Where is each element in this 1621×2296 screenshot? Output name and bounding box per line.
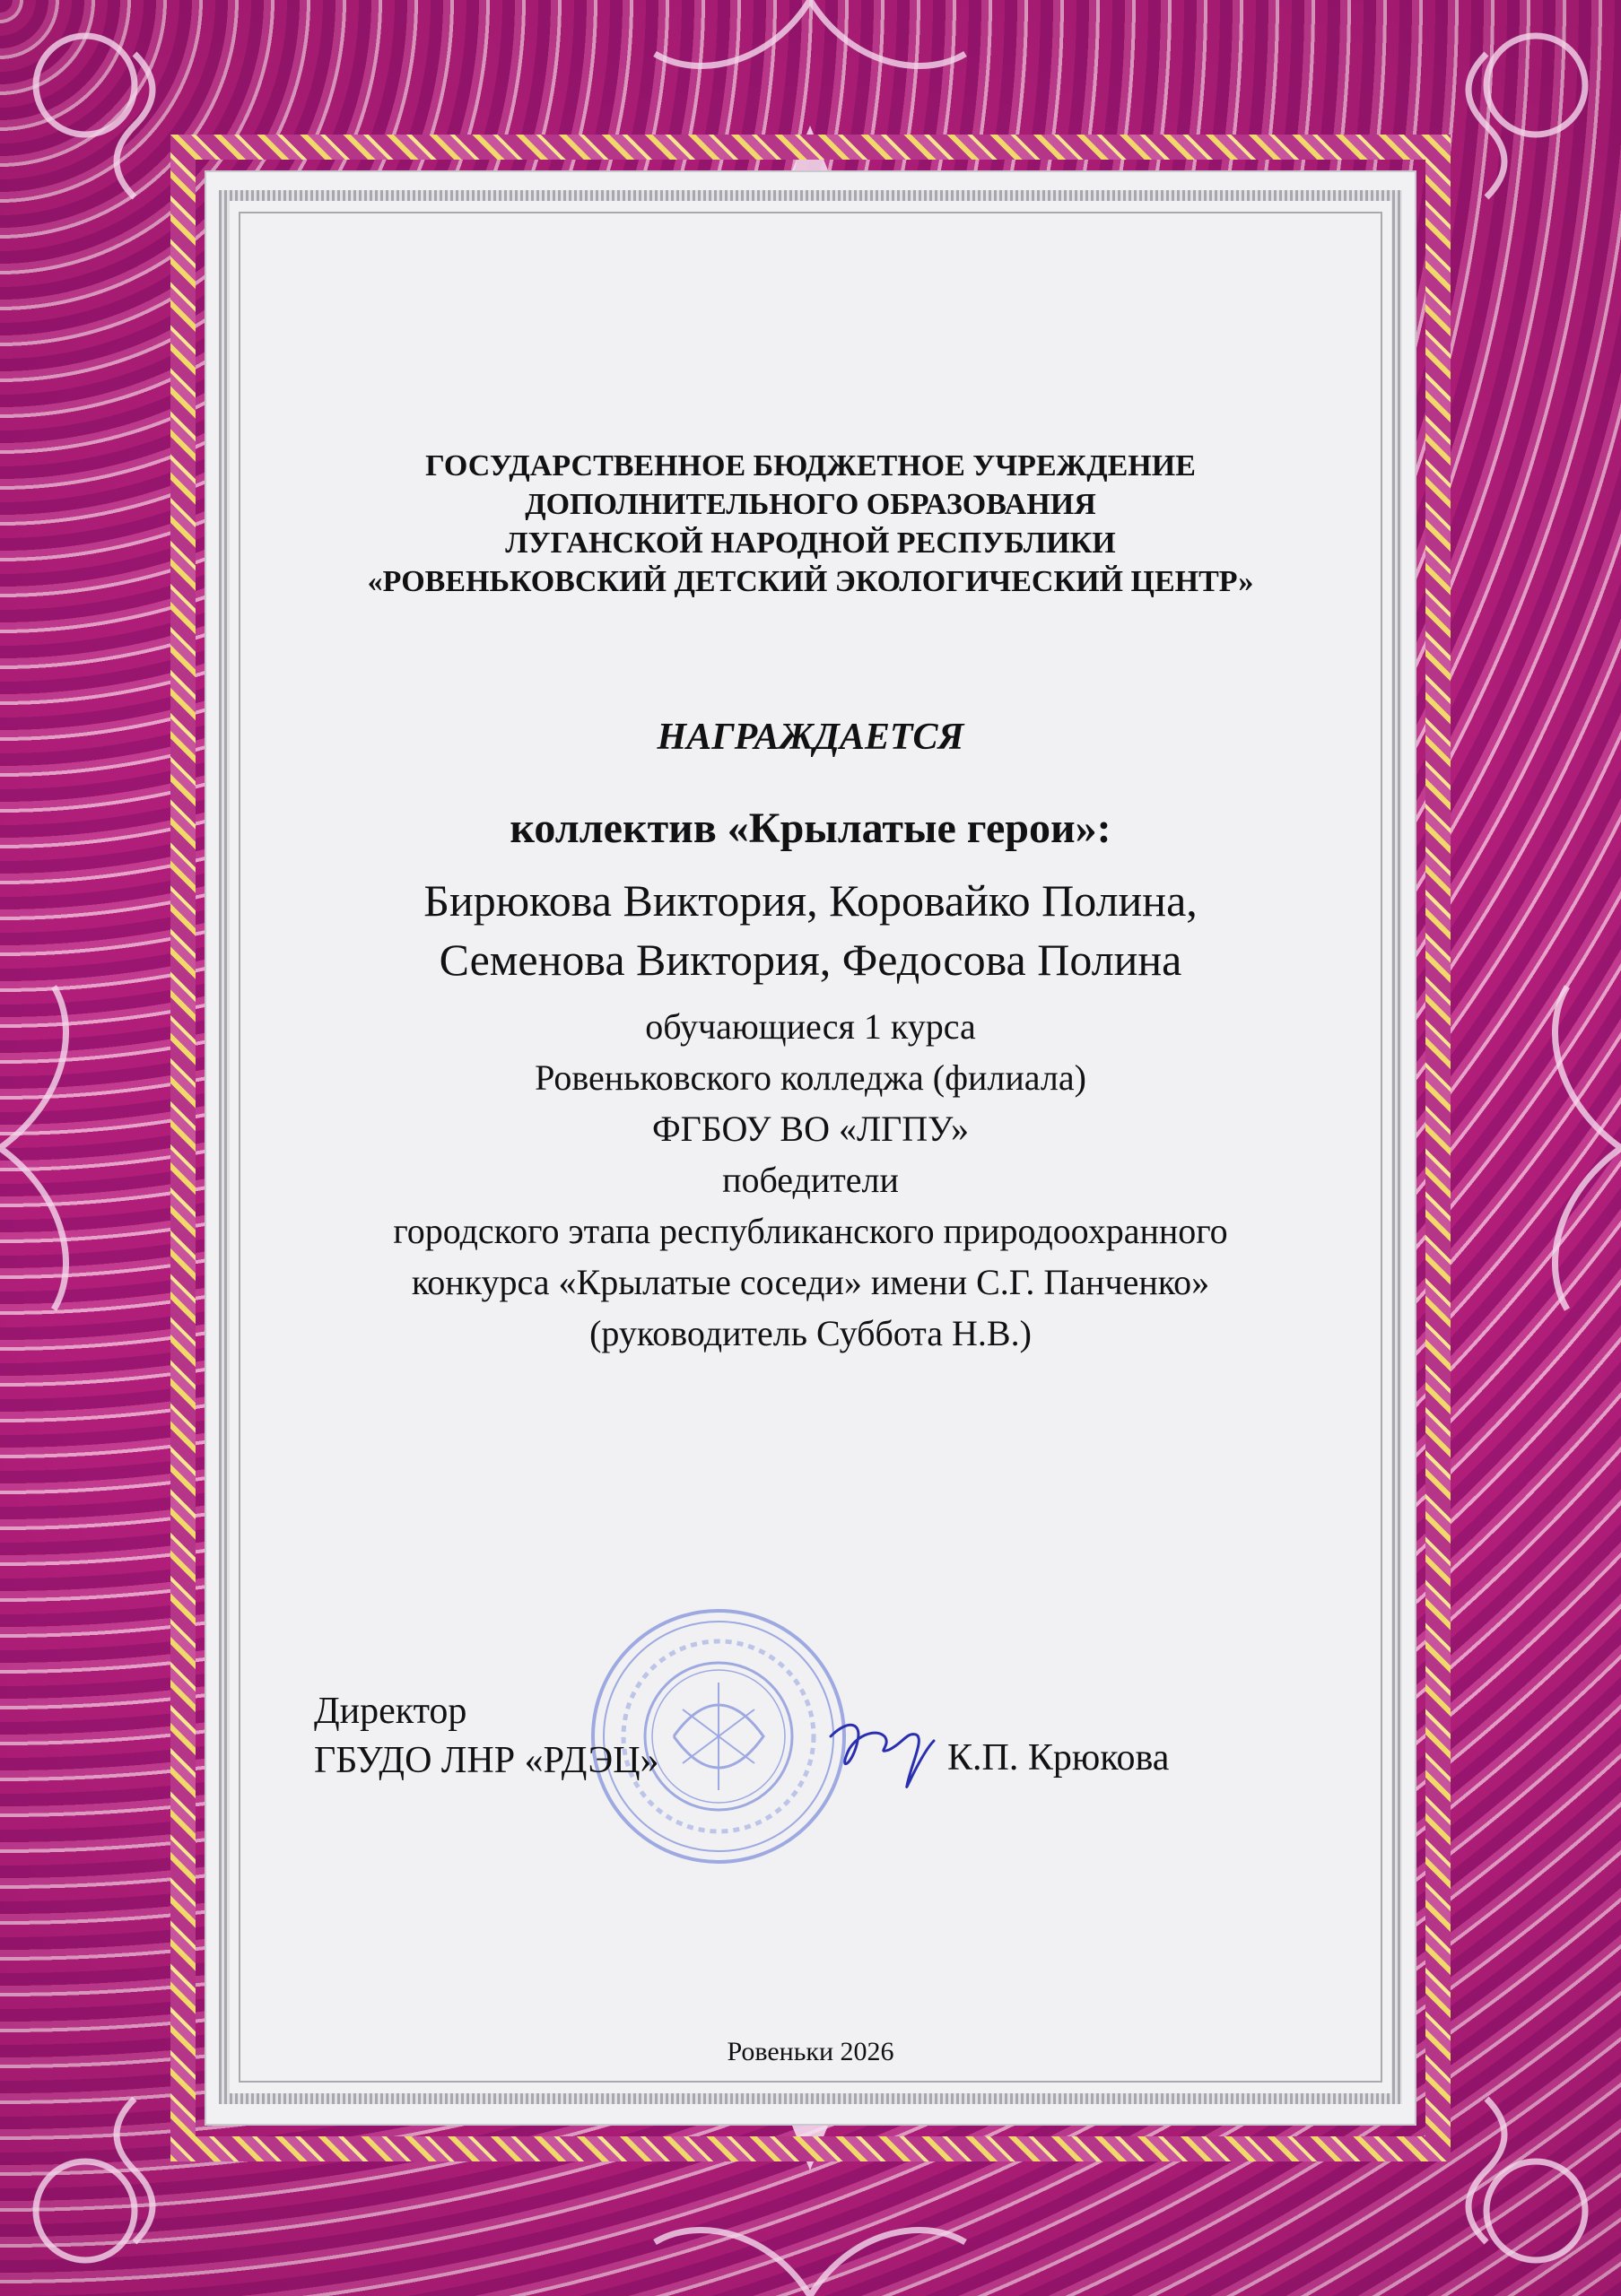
recipients [239,871,1382,989]
team-name: коллектив «Крылатые герои»: [510,804,1111,852]
detail-line: ФГБОУ ВО «ЛГПУ» [652,1109,969,1149]
organization-line: ГОСУДАРСТВЕННОЕ БЮДЖЕТНОЕ УЧРЕЖДЕНИЕ [425,449,1196,483]
award-heading: НАГРАЖДАЕТСЯ [657,717,964,758]
place-year: Ровеньки 2026 [727,2037,894,2066]
director-position: Директор [314,1691,467,1732]
signer-name: К.П. Крюкова [947,1737,1170,1779]
detail-line: городского этапа республиканского природоохранного [393,1211,1228,1251]
organization-line: ДОПОЛНИТЕЛЬНОГО ОБРАЗОВАНИЯ [525,488,1096,521]
certificate-content [239,212,1382,2083]
director-organization: ГБУДО ЛНР «РДЭЦ» [314,1740,659,1781]
recipients-line: Семенова Виктория, Федосова Полина [439,935,1182,985]
organization-line: ЛУГАНСКОЙ НАРОДНОЙ РЕСПУБЛИКИ [505,526,1116,560]
detail-line: обучающиеся 1 курса [645,1006,976,1047]
organization-line: «РОВЕНЬКОВСКИЙ ДЕТСКИЙ ЭКОЛОГИЧЕСКИЙ ЦЕНТР» [367,565,1254,598]
detail-line: (руководитель Суббота Н.В.) [589,1313,1032,1353]
detail-line: конкурса «Крылатые соседи» имени С.Г. Панченко» [411,1262,1210,1302]
detail-line: победители [722,1160,899,1200]
organization-name [239,447,1382,601]
detail-line: Ровеньковского колледжа (филиала) [535,1057,1086,1098]
handwritten-signature [822,1700,938,1799]
recipients-line: Бирюкова Виктория, Коровайко Полина, [423,875,1198,926]
award-details [239,1001,1382,1359]
director-title [314,1687,659,1786]
